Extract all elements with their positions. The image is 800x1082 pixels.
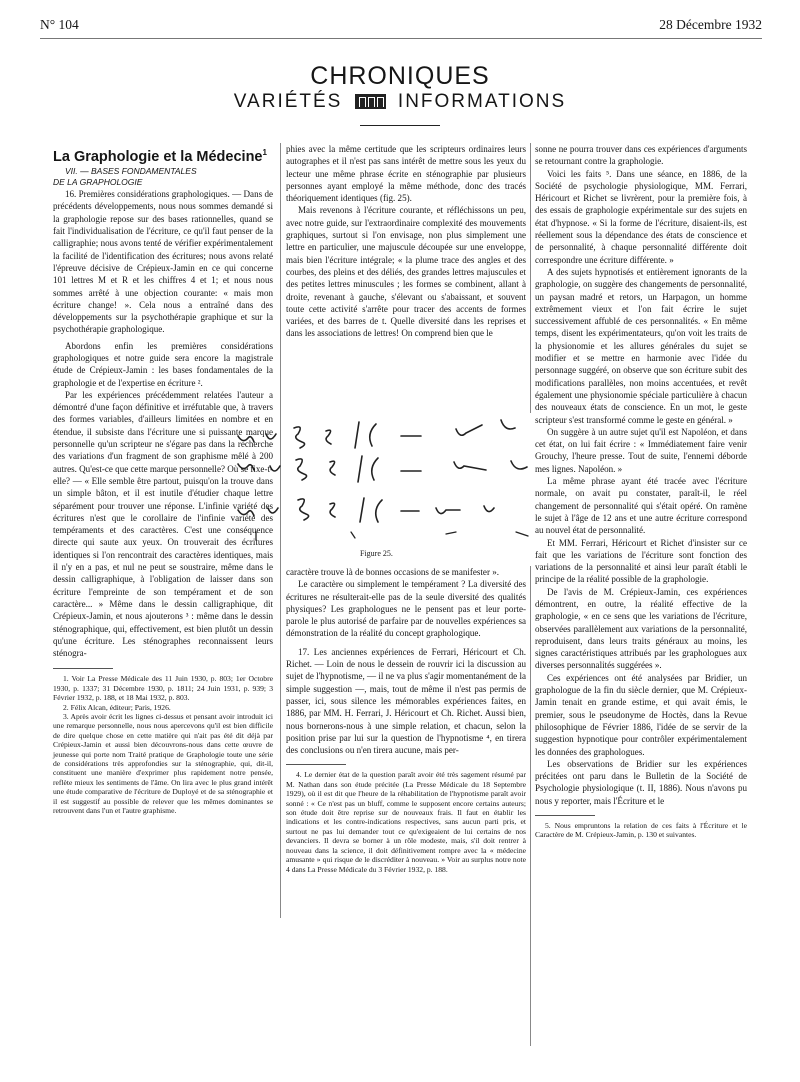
col2-paragraph-5: 17. Les anciennes expériences de Ferrari, Héricourt et Ch. Richet. — Loin de nous le dessein de rouvrir ici la discussion au sujet de l'hypnotisme, — il ne va plus s'agir momentanément de la simple suggestion —, mais, tout de même il n'est pas permis de passer, ici, sous silence les mémorables expériences faites, en 1886, par MM. H. Ferrari, J. Héricourt et Ch. Richet. Aussi bien, nous bornerons-nous à une simple relation, et chacun, selon la position prise par lui sur la question de l'hypnotisme ⁴, en tirera des conclusions ou n'en tirera aucune, mais per- — [286, 646, 526, 756]
column-rule-2a — [530, 143, 531, 413]
footnote-4: 4. Le dernier état de la question paraît avoir été très sagement résumé par M. Nathan dans son étude précitée (La Presse Médicale du 18 Septembre 1929), où il est dit que l'heure de la réhabilitation de l'hypnotisme paraît avoir sonné : « Ce n'est pas un bluff, comme le supposent encore certains auteurs; son étude doit être reprise sur de nouveaux frais. Il faut en établir les indications et les contre-indications respectives, sans aucun parti pris, et surtout ne pas lui demander tout ce qu'exigeaient de lui certains de nos devanciers. Il devra se borner à un rôle modeste, mais, s'il doit rentrer à nouveau dans la science, il doit définitivement rompre avec la « médecine amusante » qui risque de le discréditer à nouveau. » Voir au surplus notre note 4 dans La Presse Médicale du 3 Février 1932, p. 188. — [286, 770, 526, 874]
col2-paragraph-4: Le caractère ou simplement le tempérament ? La diversité des écritures ne résulterait-elle pas de la seule diversité des qualités physiques? Les graphologues ne le pensent pas et leur porte-parole le plus autorisé de parfaire par de nouvelles expériences sa démonstration de la réalité du concept graphologique. — [286, 579, 526, 639]
col1-paragraph-1: 16. Premières considérations graphologiques. — Dans de précédents développements, nous nous sommes demandé si la graphologie repose sur des bases rationnelles, quand se fait l'individualisation de l'écriture, ce qu'il faut penser de la calligraphie; nous avons tenté de vérifier expérimentalement la facilité de l'identification des écritures; nous avons relaté l'épreuve décisive de Crépieux-Jamin en ce qui concerne 101 lettres M et R et les chiffres 4 et 1; et nous nous sommes arrêté à une objection courante: « mais mon écriture change! ». Cela nous a entraîné dans des développements sur la psychothérapie graphique et sur la psychothérapie graphologique. — [53, 189, 273, 335]
column-2-bottom — [286, 566, 526, 874]
steno-line-3 — [238, 498, 494, 522]
footnote-rule — [53, 668, 113, 669]
col3-paragraph-4: On suggère à un autre sujet qu'il est Napoléon, et dans cet état, on lui fait écrire : « Immédiatement faire venir Grouchy, l'heure presse. Tout de suite, l'ennemi déborde mes lignes. Napoléon. » — [535, 426, 747, 474]
header-rule — [40, 38, 762, 39]
col2-paragraph-2: Mais revenons à l'écriture courante, et réfléchissons un peu, avec notre guide, sur l'extraordinaire complexité des mouvements graphiques, surtout si l'on envisage, non plus simplement une lettre en particulier, une majuscule découpée sur une enveloppe, mais bien l'écriture intégrale; « la plume trace des angles et des courbes, des pleins et des déliés, des grandes lettres majuscules et des petites lettres minuscules ; les formes se combinent, allant à droite, revenant à gauche, s'élevant ou s'abaissant, et souvent toute cette activité s'arrête pour tracer des accents de formes variées, et des barres de t. Quelle diversité dans les reprises et dans les associations de lettres! On comprend bien que le — [286, 205, 526, 339]
footnote-2: 2. Félix Alcan, éditeur; Paris, 1926. — [63, 702, 171, 712]
footnote-rule-3 — [535, 815, 595, 816]
footnote-1: 1. Voir La Presse Médicale des 11 Juin 1930, p. 803; 1er Octobre 1930, p. 1337; 31 Décembre 1930, p. 1811; 24 Juin 1931, p. 939; 3 Février 1932, p. 188, et 18 Mai 1932, p. 803. — [53, 674, 273, 703]
col1-footnotes — [53, 674, 273, 815]
steno-line-2 — [238, 456, 527, 482]
col3-paragraph-2: Voici les faits ⁵. Dans une séance, en 1886, de la Société de psychologie physiologique, MM. Ferrari, Héricourt et Richet se livrèrent, pour la première fois, à des essais de graphologie expérimentale sur des sujets en état d'hypnose. « Si la forme de l'écriture, disaient-ils, est réellement sous la dépendance des états de conscience et de personnalité, à chaque personnalité différente doit correspondre une écriture différente. » — [535, 168, 747, 265]
masthead-emblem-icon — [355, 94, 386, 109]
col3-paragraph-7: De l'avis de M. Crépieux-Jamin, ces expériences démontrent, en outre, la réalité effective de la graphologie, « en ce sens que les variations de l'écriture, observées parallèlement aux variations de la personnalité, reproduisent, dans leurs traits généraux au moins, les signes caractéristiques attribués par les graphologues aux diverses personnalités suggérées ». — [535, 586, 747, 671]
masthead-title: CHRONIQUES — [310, 62, 490, 90]
column-3 — [535, 143, 747, 840]
col3-paragraph-5: La même phrase ayant été tracée avec l'écriture normale, on avait pu constater, paraît-il, le réel changement de personnalité qui s'était opéré. On ramène le sujet à l'âge de 12 ans et une autre écriture correspond au nouvel état de personnalité. — [535, 476, 747, 536]
steno-line-4 — [256, 532, 528, 540]
masthead-subtitle — [0, 91, 800, 113]
masthead-rule — [360, 125, 440, 126]
masthead-informations: INFORMATIONS — [397, 91, 567, 112]
col2-footnotes — [286, 770, 526, 873]
article-subtitle: VII. — BASES FONDAMENTALES DE LA GRAPHOLOGIE — [53, 166, 197, 188]
column-rule-2b — [530, 566, 531, 1046]
masthead-varietes: VARIÉTÉS — [233, 91, 343, 112]
col3-paragraph-1: sonne ne pourra trouver dans ces expériences d'arguments se retournant contre la graphologie. — [535, 144, 747, 167]
col3-paragraph-6: Et MM. Ferrari, Héricourt et Richet d'insister sur ce fait que les variations de l'écriture sont fonction des variations de la personnalité et ainsi leur paraît établi le principe de la réalité possible de la graphologie. — [535, 537, 747, 585]
col3-paragraph-3: A des sujets hypnotisés et entièrement ignorants de la graphologie, on suggère des changements de personnalité, un paysan madré et retors, un Harpagon, un homme extrêmement vieux et l'on fait écrire le sujet successivement affublé de ces personnalités. « En même temps, disent les expérimentateurs, qu'on voit les traits de la physionomie et les allures générales du sujet se modifier et se mettre en harmonie avec l'idée du personnage suggéré, on observe que son écriture subit des modifications parallèles, non moins accentuées, et revêt également une physionomie spéciale particulière à chacun des nouveaux états de conscience. En un mot, le geste scripteur s'est transformé comme le geste en général. » — [535, 266, 747, 425]
col3-footnotes — [535, 821, 747, 840]
footnote-rule-2 — [286, 764, 346, 765]
col1-paragraph-3: Par les expériences précédemment relatées l'auteur a démontré d'une façon définitive et irréfutable que, à travers des formes variables, d'ailleurs limitées en nombre et en étendue, il subsiste dans l'écriture une si puissante marque personnelle qu'un scripteur ne s'égare pas dans la recherche des variations d'un fragment de son graphisme mêlé à 200 autres. Qu'est-ce que cette marque personnelle? Où se fixe-t-elle? — « Elle semble être partout, puisqu'on la trouve dans un simple bâton, et il est inutile d'étudier chaque lettre séparément pour trouver une réponse. L'infinie variété des écritures n'est que le corollaire de l'infinie variété des tempéraments et des caractères. C'est une conséquence directe qui saute aux yeux. On trouverait des écritures identiques si l'on rencontrait des caractères identiques, mais il n'y en a pas, et nul ne peut se soustraire, même dans le dessin calligraphique, à l'obligation de laisser dans son écriture l'empreinte de son tempérament et de son caractère... » Même dans le dessin calligraphique, dit Crépieux-Jamin, et nous ajouterons ³ : même dans le dessin sténographique, qui, effectivement, est bien plutôt un dessin qu'une écriture. Les sténographes reconnaissent leurs sténogra- — [53, 389, 273, 659]
article-title: La Graphologie et la Médecine$^1$ — [53, 148, 267, 165]
issue-number: N° 104 — [40, 17, 79, 32]
column-2-top — [286, 143, 526, 340]
issue-date: 28 Décembre 1932 — [659, 17, 762, 32]
col3-paragraph-8: Ces expériences ont été analysées par Bridier, un graphologue de la fin du siècle dernier, que M. Crépieux-Jamin tenait en grande estime, et qui avait émis, le premier, sous le pseudonyme de Hoctès, dans la Revue philosophique de Février 1886, l'idée de se servir de la suggestion hypnotique pour contrôler expérimentalement les données des graphologues. — [535, 672, 747, 757]
figure-caption: Figure 25. — [360, 549, 393, 558]
col3-paragraph-9: Les observations de Bridier sur les expériences précitées ont paru dans le Bulletin de la Société de Psychologie physiologique (t. II, 1886). Nous n'avons pu nous y reporter, mais l'Écriture et le — [535, 758, 747, 806]
col2-paragraph-1: phies avec la même certitude que les scripteurs ordinaires leurs autographes et il n'est pas sans intérêt de mettre sous les yeux du lecteur une même phrase écrite en sténographie par plusieurs personnes ayant employé la même méthode, donc des tracés théoriquement identiques (fig. 25). — [286, 144, 526, 204]
steno-line-1 — [238, 420, 515, 448]
footnote-5: 5. Nous empruntons la relation de ces faits à l'Écriture et le Caractère de M. Crépieux-Jamin, p. 130 et suivantes. — [535, 821, 747, 840]
col1-paragraph-2: Abordons enfin les premières considérations graphologiques et notre guide sera encore la magistrale étude de Crépieux-Jamin : les bases fondamentales de la graphologie et de l'expertise en écriture ². — [53, 340, 273, 388]
col2-paragraph-3: caractère trouve là de bonnes occasions de se manifester ». — [286, 567, 500, 577]
footnote-3: 3. Après avoir écrit les lignes ci-dessus et pensant avoir introduit ici une remarque personnelle, nous nous apercevons qu'il est bien difficile de dire quelque chose en cette matière qui n'ait pas été dit déjà par Crépieux-Jamin et aussi bien découvrons-nous dans cette œuvre de jeunesse qui porte nom Traité pratique de Graphologie toute une série de considérations très approfondies sur la sténographie, qui, dit-il, constituent une manière d'exprimer plus rapidement notre pensée, reflète mieux les sentiments de l'âme. On lira avec le plus grand intérêt une étude comparative de l'écriture de Duployé et de sa sténographie et il est suggestif au possible de relever que les mêmes dominantes se retrouvent dans l'un et l'autre graphisme. — [53, 712, 273, 816]
